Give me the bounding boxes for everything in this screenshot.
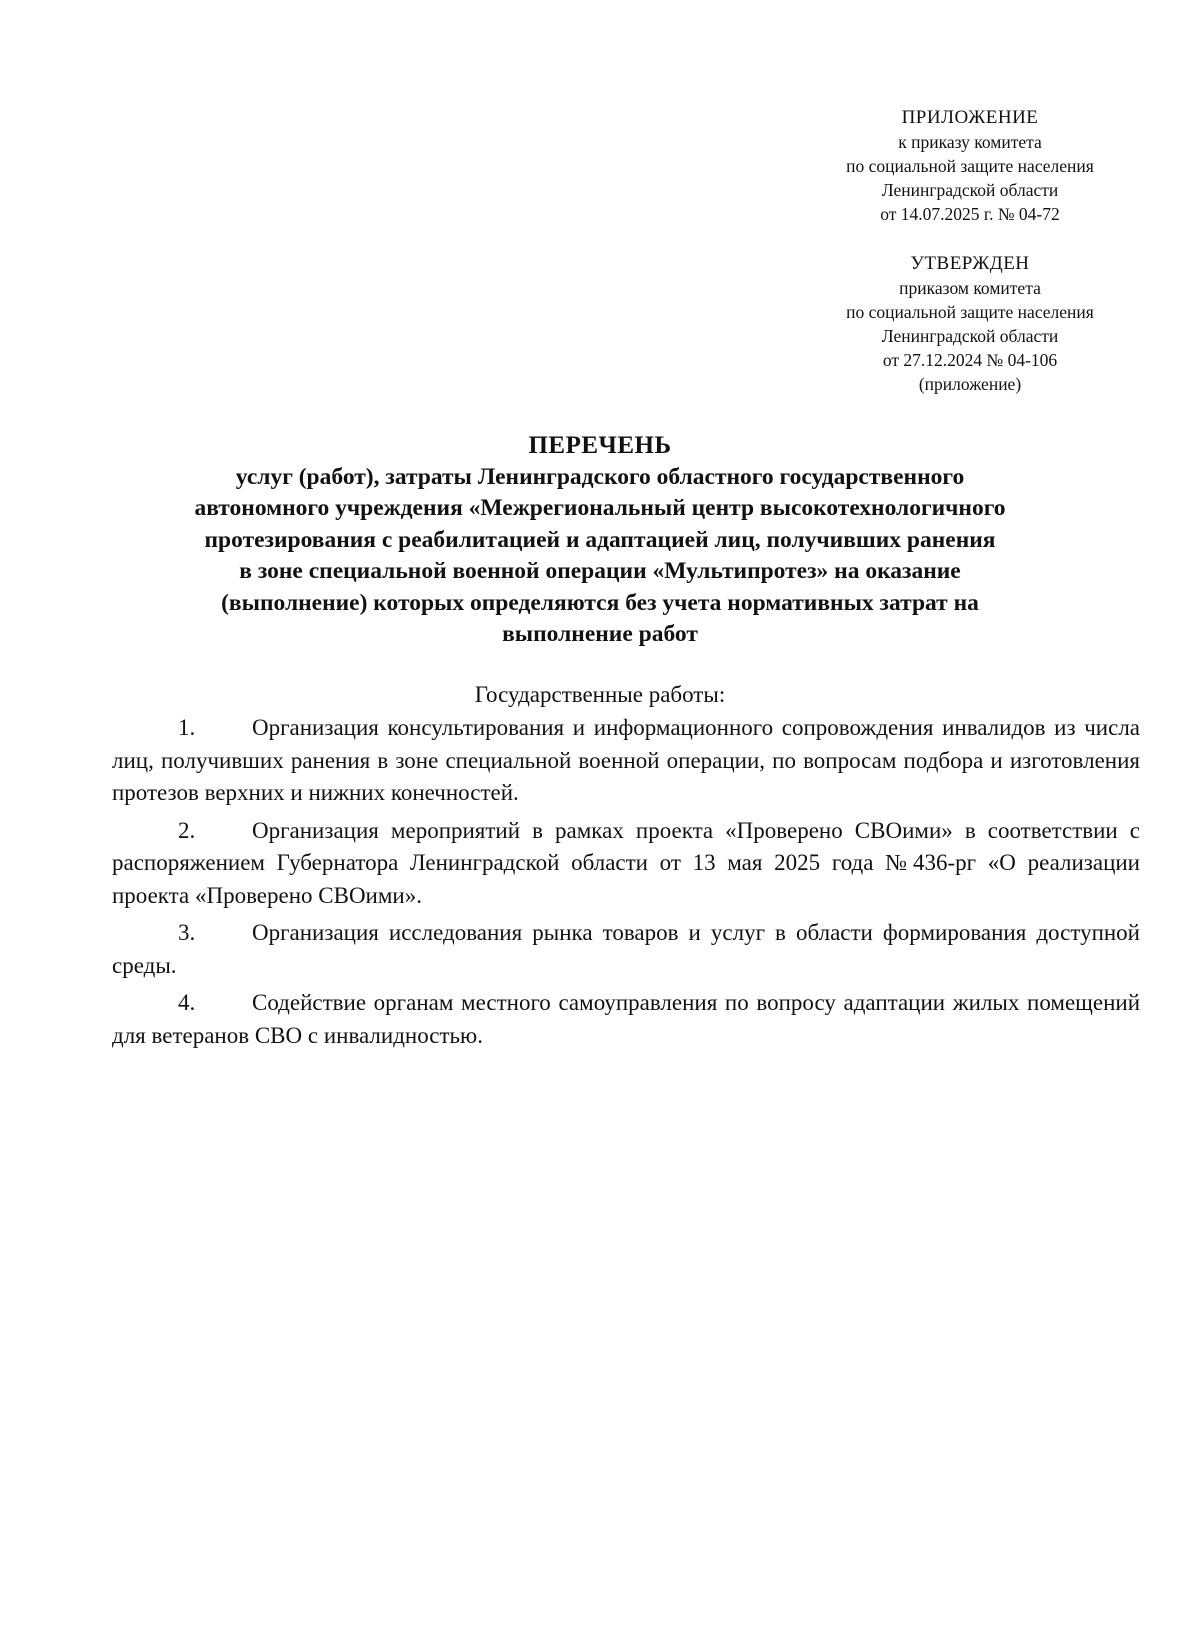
annex-heading: ПРИЛОЖЕНИЕ xyxy=(901,107,1039,128)
document-subtitle-line: автономного учреждения «Межрегиональный центр высокотехнологичного xyxy=(194,495,1006,521)
list-item-number: 2. xyxy=(178,817,196,843)
list-item-text: Организация исследования рынка товаров и услуг в области формирования доступной среды. xyxy=(112,920,1140,978)
list-item-number: 4. xyxy=(178,990,196,1015)
works-list xyxy=(112,712,1140,1057)
approved-line: от 27.12.2024 № 04-106 xyxy=(882,350,1058,370)
annex-line: к приказу комитета xyxy=(898,132,1042,152)
document-title: ПЕРЕЧЕНЬ xyxy=(528,432,672,459)
approved-line: Ленинградской области xyxy=(881,326,1059,346)
list-item-text: Содействие органам местного самоуправления по вопросу адаптации жилых помещений для ветеранов СВО с инвалидностью. xyxy=(112,990,1140,1048)
approved-heading: УТВЕРЖДЕН xyxy=(910,253,1030,274)
list-item-number: 3. xyxy=(178,920,196,945)
document-subtitle-line: протезирования с реабилитацией и адаптацией лиц, получивших ранения xyxy=(204,526,996,553)
document-subtitle-line: услуг (работ), затраты Ленинградского областного государственного xyxy=(235,463,965,490)
annex-line: по социальной защите населения xyxy=(846,156,1094,176)
list-item xyxy=(112,815,1140,913)
annex-block xyxy=(790,106,1150,226)
annex-line: от 14.07.2025 г. № 04-72 xyxy=(880,204,1060,224)
approved-block xyxy=(790,252,1150,396)
document-subtitle-line: выполнение работ xyxy=(502,621,698,647)
list-item xyxy=(112,712,1140,810)
approved-line: по социальной защите населения xyxy=(846,302,1094,322)
document-title-block xyxy=(120,430,1080,651)
document-subtitle-line: (выполнение) которых определяются без учета нормативных затрат на xyxy=(221,589,979,616)
list-item-text: Организация консультирования и информационного сопровождения инвалидов из числа лиц, получивших ранения в зоне специальной военной операции, по вопросам подбора и изготовления протезов верхних и нижних конечностей. xyxy=(112,715,1140,805)
list-item-text: Организация мероприятий в рамках проекта «Проверено СВОими» в соответствии с распоряжением Губернатора Ленинградской области от 13 мая 2025 года №436-рг «О реализации проекта «Проверено СВОими». xyxy=(112,817,1140,908)
list-item-number: 1. xyxy=(178,715,196,740)
list-item xyxy=(112,917,1140,982)
approved-line: приказом комитета xyxy=(899,278,1041,298)
list-item xyxy=(112,987,1140,1052)
document-subtitle-line: в зоне специальной военной операции «Мультипротез» на оказание xyxy=(239,558,961,584)
approved-line: (приложение) xyxy=(918,374,1022,394)
section-heading: Государственные работы: xyxy=(474,682,726,707)
annex-line: Ленинградской области xyxy=(881,180,1059,200)
